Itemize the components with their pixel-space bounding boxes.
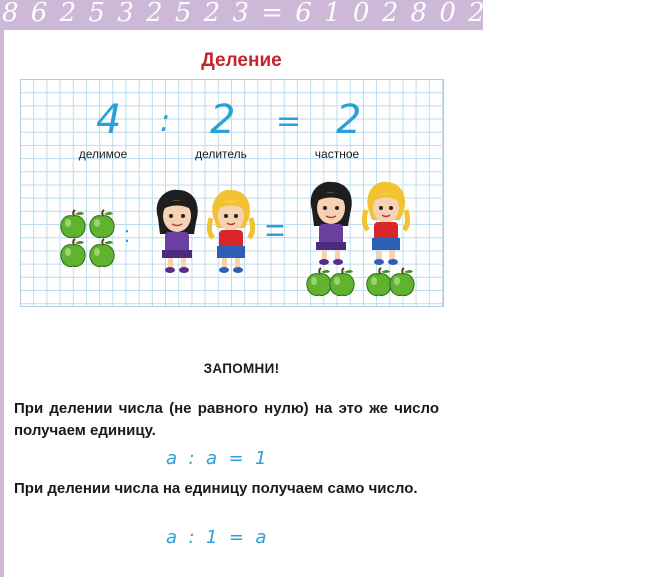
decorative-digits: 8 6 2 5 3 2 5 2 3 = 6 1 0 2 8 0 2 = 7 1 4 0 3 — [2, 0, 665, 28]
remember-heading: ЗАПОМНИ! — [203, 361, 280, 376]
apple-pairs-icon — [306, 268, 416, 296]
left-margin-rule — [0, 30, 4, 577]
equation-equals: = — [276, 104, 302, 139]
girl-dark-hair-icon — [150, 188, 204, 274]
girl-blond-hair-icon — [205, 188, 257, 274]
equation-colon: : — [160, 104, 171, 139]
equation-divisor: 2 — [210, 97, 236, 143]
girl-dark-hair-result-icon — [304, 180, 358, 266]
top-band — [0, 0, 665, 30]
page-title: Деление — [201, 50, 282, 71]
equation-quotient: 2 — [336, 97, 362, 143]
picture-equals: = — [265, 212, 285, 250]
rule-divide-by-one: При делении числа на единицу получаем само число. — [14, 480, 418, 497]
equation-dividend: 4 — [96, 97, 122, 143]
term-divisor: делитель — [195, 147, 247, 161]
apple-group-icon — [60, 210, 120, 268]
picture-colon: : — [124, 222, 131, 247]
formula-a-div-1: a : 1 = a — [166, 527, 267, 548]
term-dividend: делимое — [78, 147, 128, 161]
term-quotient: частное — [314, 147, 360, 161]
rule-same-number: При делении числа (не равного нулю) на это же число получаем единицу. — [14, 400, 439, 439]
girl-blond-hair-result-icon — [360, 180, 412, 266]
formula-a-div-a: a : a = 1 — [166, 448, 267, 469]
